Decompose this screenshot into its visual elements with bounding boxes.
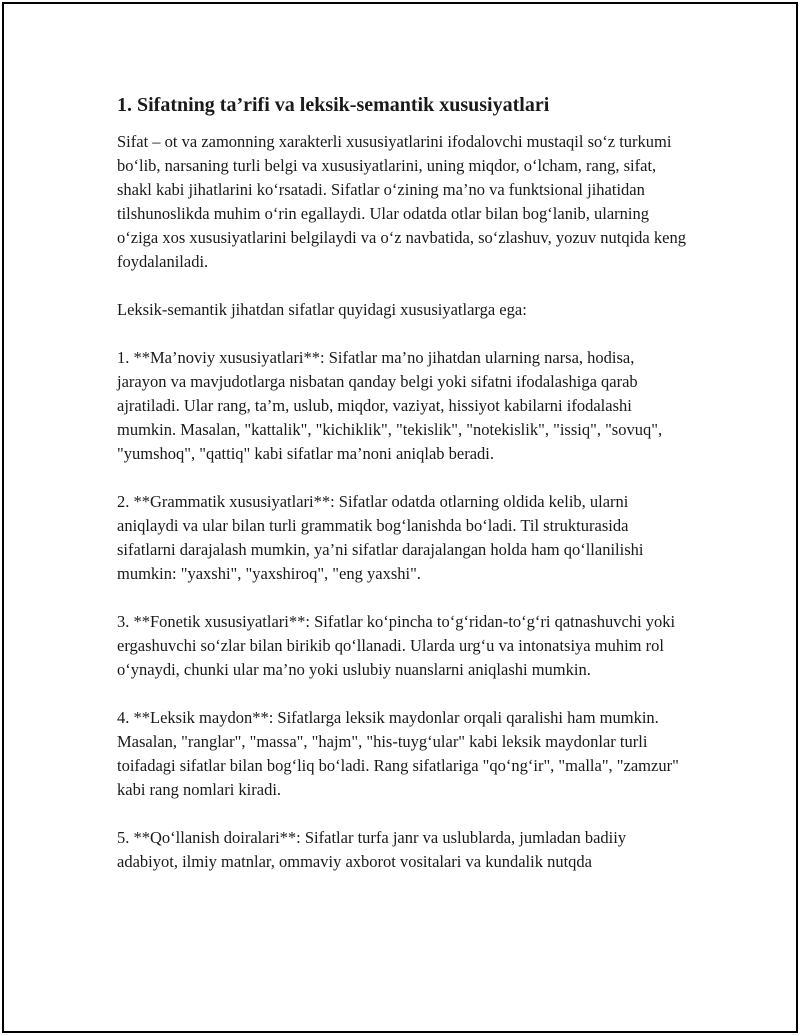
paragraph-intro: Leksik-semantik jihatdan sifatlar quyidagi xususiyatlarga ega: bbox=[117, 300, 527, 319]
paragraph-item-3: 3. **Fonetik xususiyatlari**: Sifatlar ko‘pincha to‘g‘ridan-to‘g‘ri qatnashuvchi yoki ergashuvchi so‘zlar bilan birikib qo‘llanadi. Ularda urg‘u va intonatsiya muhim rol o‘ynaydi, chunki ular ma’no yoki uslubiy nuanslarni aniqlashi mumkin. bbox=[117, 612, 676, 679]
paragraph-item-2: 2. **Grammatik xususiyatlari**: Sifatlar odatda otlarning oldida kelib, ularni aniqlaydi va ular bilan turli grammatik bog‘lanishda bo‘ladi. Til strukturasida sifatlarni darajalash mumkin, ya’ni sifatlar darajalangan holda ham qo‘llanilishi mumkin: "yaxshi", "yaxshiroq", "eng yaxshi". bbox=[117, 492, 644, 583]
section-heading: 1. Sifatning ta’rifi va leksik-semantik xususiyatlari bbox=[117, 94, 550, 116]
document-body bbox=[117, 92, 687, 898]
paragraph-item-5: 5. **Qo‘llanish doiralari**: Sifatlar turfa janr va uslublarda, jumladan badiiy adabiyot, ilmiy matnlar, ommaviy axborot vositalari va kundalik nutqda bbox=[117, 828, 627, 871]
paragraph-definition: Sifat – ot va zamonning xarakterli xususiyatlarini ifodalovchi mustaqil so‘z turkumi bo‘lib, narsaning turli belgi va xususiyatlarini, uning miqdor, o‘lcham, rang, sifat, shakl kabi jihatlarini ko‘rsatadi. Sifatlar o‘zining ma’no va funktsional jihatidan tilshunoslikda muhim o‘rin egallaydi. Ular odatda otlar bilan bog‘lanib, ularning o‘ziga xos xususiyatlarini belgilaydi va o‘z navbatida, so‘zlashuv, yozuv nutqida keng foydalaniladi. bbox=[117, 132, 686, 271]
paragraph-item-4: 4. **Leksik maydon**: Sifatlarga leksik maydonlar orqali qaralishi ham mumkin. Masalan, "ranglar", "massa", "hajm", "his-tuyg‘ular" kabi leksik maydonlar turli toifadagi sifatlar bilan bog‘liq bo‘ladi. Rang sifatlariga "qo‘ng‘ir", "malla", "zamzur" kabi rang nomlari kiradi. bbox=[117, 708, 679, 799]
paragraph-item-1: 1. **Ma’noviy xususiyatlari**: Sifatlar ma’no jihatdan ularning narsa, hodisa, jarayon va mavjudotlarga nisbatan qanday belgi yoki sifatni ifodalashiga qarab ajratiladi. Ular rang, ta’m, uslub, miqdor, vaziyat, hissiyot kabilarni ifodalashi mumkin. Masalan, "kattalik", "kichiklik", "tekislik", "notekislik", "issiq", "sovuq", "yumshoq", "qattiq" kabi sifatlar ma’noni aniqlab beradi. bbox=[117, 348, 663, 463]
